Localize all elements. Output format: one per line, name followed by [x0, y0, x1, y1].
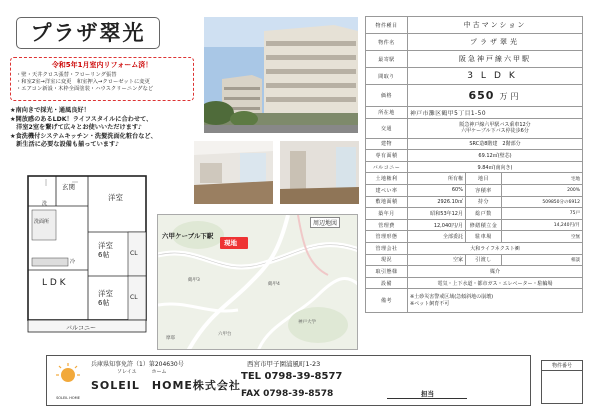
spec-label: 引渡し: [466, 254, 502, 266]
price-value: 650: [468, 89, 495, 102]
spec-row: [366, 266, 583, 278]
spec-label: 容積率: [466, 184, 502, 196]
spec-label: 価格: [366, 85, 408, 107]
spec-value: 509850分の6912: [502, 196, 583, 208]
property-number-box: [541, 360, 583, 404]
point-line: ★食洗機付システムキッチン・洗髪洗面化粧台など、: [10, 132, 157, 140]
reform-line: ・壁・天井クロス張替・フローリング張替: [16, 72, 117, 78]
spec-value: 200%: [502, 184, 583, 196]
map-station-label: 六甲ケーブル下駅: [162, 232, 214, 240]
spec-label: 交通: [366, 118, 408, 138]
spec-label: 地目: [466, 173, 502, 185]
spec-value: 14,240円/月: [502, 219, 583, 231]
spec-label: 敷地面積: [366, 196, 408, 208]
spec-label: 管理形態: [366, 231, 408, 243]
spec-row: [366, 277, 583, 289]
spec-value: 60%: [408, 184, 466, 196]
spec-row: [366, 208, 583, 220]
spec-value: 全部委託: [408, 231, 466, 243]
spec-label: 総戸数: [466, 208, 502, 220]
reform-heading: 令和5年1月室内リフォーム済！: [51, 61, 153, 69]
spec-label: 間取り: [366, 68, 408, 85]
room-closet-1: CL: [130, 250, 138, 257]
spec-label: 土地権利: [366, 173, 408, 185]
spec-value: 2926.10㎡: [408, 196, 466, 208]
spec-row: [366, 219, 583, 231]
spec-row: [366, 196, 583, 208]
spec-label: 持分: [466, 196, 502, 208]
room-western-3-size: 6帖: [98, 299, 110, 307]
spec-value: 69.12㎡(壁芯): [408, 150, 583, 162]
price-unit: 万円: [499, 92, 522, 101]
spec-value: 3LDK: [408, 68, 583, 85]
spec-label: 所在地: [366, 107, 408, 119]
room-closet-2: CL: [130, 294, 138, 301]
map-place: 摩耶: [166, 336, 175, 341]
spec-value: 中古マンション: [408, 17, 583, 34]
spec-label: 現況: [366, 254, 408, 266]
room-western-2-size: 6帖: [98, 251, 110, 259]
access-line: 六甲ケーブル下バス停徒歩6分: [461, 128, 529, 135]
spec-label: 修繕積立金: [466, 219, 502, 231]
spec-label: 築年月: [366, 208, 408, 220]
point-line: ★開放感のあるLDK！ライフスタイルに合わせて、: [10, 115, 153, 123]
spec-value: SRC造8階建 2階部分: [408, 138, 583, 150]
map-place: 鶴甲4: [268, 282, 280, 287]
company-kana: ソレイユ ホーム: [117, 369, 167, 375]
spec-value: 媒介: [408, 266, 583, 278]
room-western-2: 洋室: [98, 241, 113, 250]
spec-label: 物件名: [366, 34, 408, 51]
footer: [46, 355, 531, 406]
license-number: 兵庫県知事免許（1）第204630号: [91, 361, 184, 368]
company-logo: [53, 362, 83, 400]
spec-row: [366, 231, 583, 243]
note-line: ※ペット飼育不可: [410, 300, 450, 307]
map-place: 鶴甲3: [188, 278, 200, 283]
spec-label: バルコニー: [366, 161, 408, 173]
spec-label: 設備: [366, 277, 408, 289]
spec-label: 備考: [366, 289, 408, 313]
room-ldk: L D K: [42, 278, 66, 288]
point-line: 洋室2室を繋げて広々とお使いいただけます♪: [10, 124, 143, 132]
fridge-label: 冷: [70, 259, 76, 265]
room-western-1: 洋室: [108, 193, 123, 202]
spec-value: 空家: [408, 254, 466, 266]
spec-label: 管理費: [366, 219, 408, 231]
spec-value: 75戸: [502, 208, 583, 220]
map-place: 六甲台: [218, 332, 232, 337]
property-title: プラザ翠光: [16, 17, 160, 49]
spec-label: 駐車場: [466, 231, 502, 243]
spec-value: 宅地: [502, 173, 583, 185]
spec-value: 電気・上下水道・都市ガス・エレベーター・駐輪場: [408, 277, 583, 289]
logo-text: SOLEIL HOME: [56, 396, 80, 400]
spec-row: [366, 242, 583, 254]
spec-row: [366, 254, 583, 266]
staff-label: 担当: [421, 390, 434, 398]
company-address: 西宮市甲子園浦風町1-23: [247, 360, 321, 368]
spec-value: 空無: [502, 231, 583, 243]
spec-value: 12,040円/月: [408, 219, 466, 231]
reform-box: [10, 57, 194, 101]
spec-label: 最寄駅: [366, 51, 408, 68]
spec-row: [366, 184, 583, 196]
spec-label: 管理会社: [366, 242, 408, 254]
map-current-location: 現地: [224, 239, 237, 247]
spec-label: 物件種目: [366, 17, 408, 34]
spec-label: 建物: [366, 138, 408, 150]
room-washroom: 洗面所: [34, 219, 50, 225]
note-line: ※土砂災害警戒区域(急傾斜地の崩壊): [410, 293, 494, 300]
interior-photo-ldk: [194, 141, 273, 204]
spec-value: プラザ翠光: [408, 34, 583, 51]
spec-label: 建ぺい率: [366, 184, 408, 196]
area-map: [157, 214, 358, 350]
map-area-label: 周辺地図: [310, 217, 340, 228]
building-photo: [204, 17, 358, 133]
interior-photo-room: [280, 141, 359, 204]
map-place: 神戸大学: [298, 320, 316, 325]
company-name: SOLEIL HOME株式会社: [91, 379, 241, 392]
spec-table: [365, 16, 583, 313]
reform-line: ・和室2室→洋室に変更 和室押入→クローゼットに変更: [16, 79, 150, 86]
reform-line: ・エアコン新設・木枠全面塗装・ハウスクリーニングなど: [16, 86, 154, 93]
phone-number: TEL 0798-39-8577: [241, 371, 343, 382]
floor-plan: [12, 170, 154, 345]
room-western-3: 洋室: [98, 289, 113, 298]
spec-label: 専有面積: [366, 150, 408, 162]
spec-value: 所有権: [408, 173, 466, 185]
room-entrance: 玄関: [62, 183, 75, 191]
spec-value: 神戸市灘区鶴甲5丁目1-50: [408, 107, 583, 119]
staff-underline: [387, 398, 467, 399]
room-balcony: バルコニー: [66, 325, 97, 332]
washer-label: 洗: [42, 201, 48, 207]
point-line: ★南向きで採光・通風良好！: [10, 107, 90, 114]
spec-label: 取引態様: [366, 266, 408, 278]
spec-value: 昭和53年12月: [408, 208, 466, 220]
spec-value: 相談: [502, 254, 583, 266]
fax-number: FAX 0798-39-8578: [241, 389, 334, 399]
access-line: 阪急神戸線六甲駅バス乗車12分: [459, 121, 531, 128]
spec-value: 9.84㎡(南向き): [408, 161, 583, 173]
selling-points: [10, 107, 195, 150]
point-line: 新生活に必要な設備も揃っています♪: [10, 141, 120, 149]
spec-value: 大和ライフネクスト㈱: [408, 242, 583, 254]
spec-row: [366, 173, 583, 185]
spec-value: 阪急神戸線六甲駅: [408, 51, 583, 68]
property-number-label: 物件番号: [542, 361, 582, 371]
